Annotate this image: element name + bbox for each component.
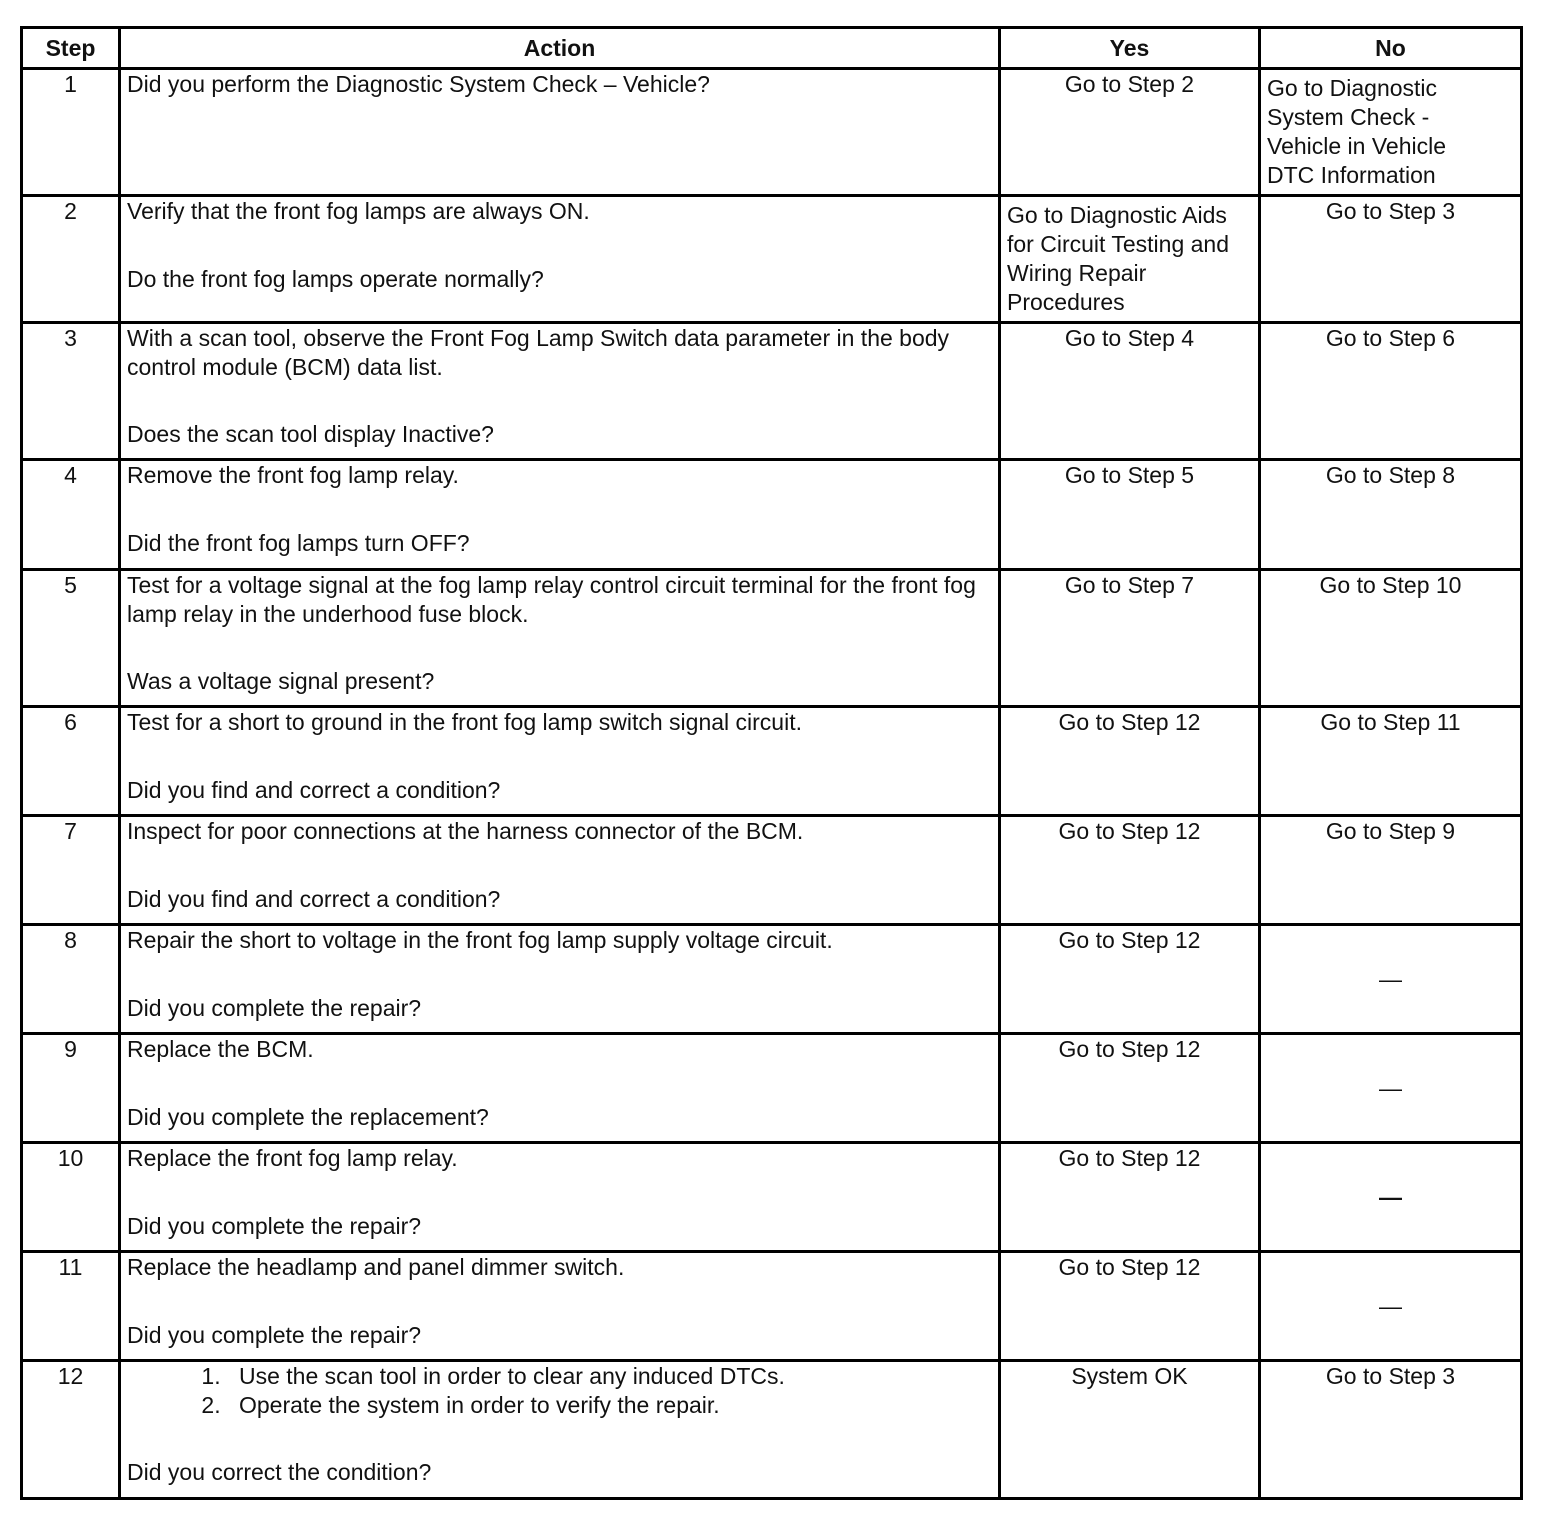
table-row [22,925,1522,1034]
no-cell: Go to Step 6 [1260,323,1522,460]
step-number: 7 [22,816,120,925]
action-text: Remove the front fog lamp relay. [127,462,459,488]
table-row [22,1361,1522,1499]
action-question: Did you complete the repair? [127,1213,422,1239]
yes-cell: Go to Step 12 [1000,816,1260,925]
diagnostic-table [20,26,1523,1500]
action-text: Test for a short to ground in the front fog lamp switch signal circuit. [127,709,802,735]
action-question: Did you find and correct a condition? [127,886,501,912]
no-cell: Go to Step 10 [1260,570,1522,707]
no-cell: — [1260,1143,1522,1252]
action-cell [120,1034,1000,1143]
yes-cell: Go to Step 2 [1000,69,1260,196]
action-cell [120,925,1000,1034]
table-row [22,69,1522,196]
table-row [22,460,1522,570]
step-number: 6 [22,707,120,816]
step-number: 2 [22,196,120,323]
action-text: Replace the BCM. [127,1036,314,1062]
table-row [22,323,1522,460]
yes-cell: Go to Step 12 [1000,925,1260,1034]
action-cell [120,1252,1000,1361]
yes-cell: Go to Step 12 [1000,707,1260,816]
no-cell: Go to Diagnostic System Check - Vehicle in Vehicle DTC Information [1260,69,1522,196]
yes-cell: Go to Step 5 [1000,460,1260,570]
step-number: 1 [22,69,120,196]
action-cell [120,707,1000,816]
table-row [22,196,1522,323]
list-item: 1. Use the scan tool in order to clear any induced DTCs. [227,1362,992,1391]
no-cell: — [1260,1034,1522,1143]
header-action: Action [120,28,1000,69]
action-text: Replace the headlamp and panel dimmer switch. [127,1254,625,1280]
action-cell [120,1143,1000,1252]
table-row [22,707,1522,816]
step-number: 10 [22,1143,120,1252]
step-number: 4 [22,460,120,570]
action-text: Verify that the front fog lamps are always ON. [127,198,590,224]
table-row [22,570,1522,707]
action-question: Did you complete the replacement? [127,1104,489,1130]
step-number: 5 [22,570,120,707]
action-cell [120,1361,1000,1499]
yes-cell: Go to Step 12 [1000,1143,1260,1252]
action-steps-list [127,1362,992,1420]
action-cell [120,69,1000,196]
yes-cell: Go to Step 4 [1000,323,1260,460]
step-number: 3 [22,323,120,460]
action-text: Inspect for poor connections at the harness connector of the BCM. [127,818,804,844]
yes-cell: Go to Step 7 [1000,570,1260,707]
yes-cell: Go to Step 12 [1000,1034,1260,1143]
action-text: Replace the front fog lamp relay. [127,1145,458,1171]
action-text: Did you perform the Diagnostic System Check – Vehicle? [127,71,710,97]
header-step: Step [22,28,120,69]
step-number: 8 [22,925,120,1034]
step-number: 11 [22,1252,120,1361]
action-question: Did you complete the repair? [127,1322,422,1348]
action-question: Did you correct the condition? [127,1459,432,1485]
no-cell: Go to Step 3 [1260,1361,1522,1499]
action-cell [120,816,1000,925]
action-cell [120,570,1000,707]
action-text: Test for a voltage signal at the fog lamp relay control circuit terminal for the front fog lamp relay in the underhood fuse block. [127,572,976,627]
no-cell: Go to Step 11 [1260,707,1522,816]
table-row [22,1034,1522,1143]
header-yes: Yes [1000,28,1260,69]
action-cell [120,196,1000,323]
table-row [22,816,1522,925]
action-cell [120,460,1000,570]
action-question: Was a voltage signal present? [127,668,435,694]
action-cell [120,323,1000,460]
action-text: With a scan tool, observe the Front Fog Lamp Switch data parameter in the body control module (BCM) data list. [127,325,950,380]
yes-cell: Go to Diagnostic Aids for Circuit Testing and Wiring Repair Procedures [1000,196,1260,323]
header-row [22,28,1522,69]
action-question: Did you complete the repair? [127,995,422,1021]
yes-cell: System OK [1000,1361,1260,1499]
step-number: 12 [22,1361,120,1499]
action-question: Did the front fog lamps turn OFF? [127,530,470,556]
list-item: 2. Operate the system in order to verify the repair. [227,1391,992,1420]
action-question: Do the front fog lamps operate normally? [127,266,544,292]
step-number: 9 [22,1034,120,1143]
no-cell: — [1260,1252,1522,1361]
table-row [22,1143,1522,1252]
action-text: Repair the short to voltage in the front fog lamp supply voltage circuit. [127,927,833,953]
action-question: Did you find and correct a condition? [127,777,501,803]
table-row [22,1252,1522,1361]
no-cell: Go to Step 3 [1260,196,1522,323]
yes-cell: Go to Step 12 [1000,1252,1260,1361]
no-cell: Go to Step 9 [1260,816,1522,925]
no-cell: — [1260,925,1522,1034]
header-no: No [1260,28,1522,69]
no-cell: Go to Step 8 [1260,460,1522,570]
action-question: Does the scan tool display Inactive? [127,421,494,447]
